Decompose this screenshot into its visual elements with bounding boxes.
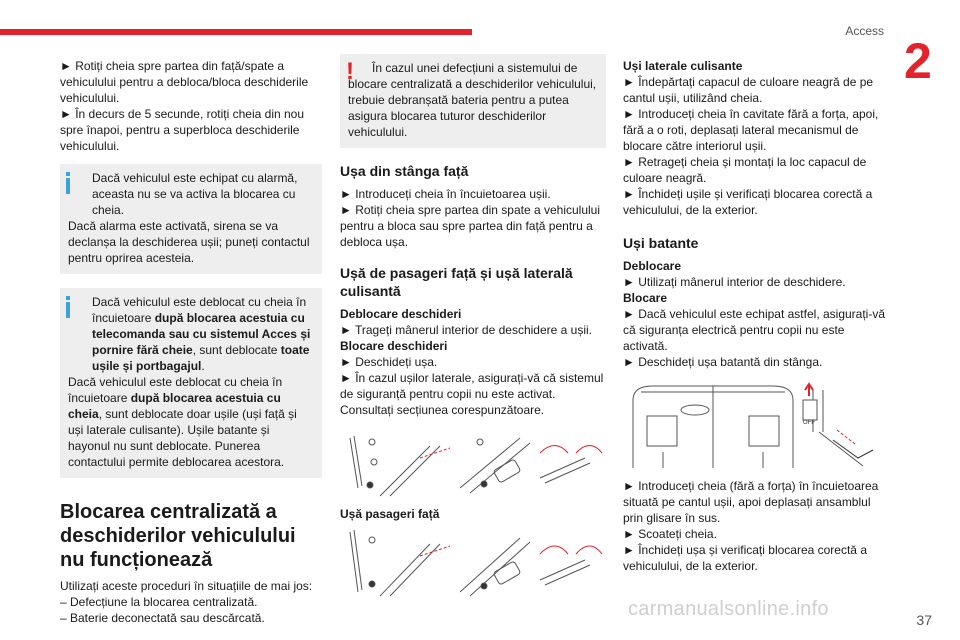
list-item: – Baterie deconectată sau descărcată.	[60, 611, 265, 625]
illustration-door-lock-sequence-2	[340, 526, 606, 598]
column-1	[60, 58, 322, 626]
step-text: ► Deschideți ușa.	[340, 355, 438, 369]
subheading-sliding-doors: Uși laterale culisante	[623, 59, 743, 73]
info-text: Dacă alarma este activată, sirena se va declanșa la deschiderea ușii; puneți contactul pentru oprirea acesteia.	[68, 219, 310, 265]
subheading-unlock: Deblocare deschideri	[340, 307, 462, 321]
heading-rear-doors: Uși batante	[623, 235, 699, 251]
step-text: ► Trageți mânerul interior de deschidere a ușii.	[340, 323, 592, 337]
step-text: ► Retrageți cheia și montați la loc capacul de culoare neagră.	[623, 155, 867, 185]
step-text: ► În cazul ușilor laterale, asigurați-vă că sistemul de siguranță pentru copii nu este activat. Consultați secțiunea corespunzătoare.	[340, 371, 604, 417]
step-text: ► Scoateți cheia.	[623, 527, 717, 541]
step-text: ► Introduceți cheia în încuietoarea ușii.	[340, 187, 551, 201]
info-text: Dacă vehiculul este deblocat cu cheia în încuietoare după blocarea acestuia cu cheia, sunt deblocate doar ușile (uși față și uși laterale culisante). Ușile batante și hayonul nu sunt deblocate. Punerea contactului permite deblocarea acestora.	[68, 375, 297, 469]
illustration-rear-door-lock	[623, 380, 888, 472]
column-2	[340, 58, 606, 598]
section-name: Access	[845, 24, 884, 38]
warning-text: În cazul unei defecțiuni a sistemului de blocare centralizată a deschiderilor vehiculului, trebuie debranșată bateria pentru a putea asigura blocarea tuturor deschiderilor vehiculului.	[348, 61, 597, 139]
step-text: ► În decurs de 5 secunde, rotiți cheia din nou spre înapoi, pentru a superbloca deschiderile vehiculului.	[60, 107, 305, 153]
warning-box	[340, 54, 606, 148]
info-icon	[66, 172, 70, 194]
step-text: ► Utilizați mânerul interior de deschidere.	[623, 275, 846, 289]
page-number: 37	[916, 612, 932, 628]
chapter-number: 2	[904, 33, 932, 89]
section-title: Blocarea centralizată a deschiderilor vehiculului nu funcționează	[60, 501, 296, 571]
step-text: ► Introduceți cheia (fără a forța) în încuietoarea situată pe cantul ușii, apoi deplasați ansamblul prin glisare în sus.	[623, 479, 879, 525]
body-text: Utilizați aceste proceduri în situațiile de mai jos:	[60, 579, 313, 593]
info-icon	[66, 296, 70, 318]
step-text: ► Deschideți ușa batantă din stânga.	[623, 355, 823, 369]
step-text: ► Îndepărtați capacul de culoare neagră de pe cantul ușii, utilizând cheia.	[623, 75, 874, 105]
step-text: ► Rotiți cheia spre partea din spate a vehiculului pentru a bloca sau spre partea din față pentru a debloca ușa.	[340, 203, 601, 249]
info-box-unlock	[60, 288, 322, 478]
heading-passenger-doors: Ușă de pasageri față și ușă laterală culisantă	[340, 265, 573, 299]
list-item: – Defecțiune la blocarea centralizată.	[60, 595, 258, 609]
subheading-unlock: Deblocare	[623, 259, 682, 273]
header-accent-bar	[0, 29, 472, 35]
subheading-lock: Blocare	[623, 291, 668, 305]
step-text: ► Dacă vehiculul este echipat astfel, asigurați-vă că siguranța electrică pentru copii nu este activată.	[623, 307, 886, 353]
column-3	[623, 58, 888, 574]
warning-icon: !	[346, 58, 354, 85]
caption-front-passenger-door: Ușă pasageri față	[340, 507, 440, 521]
illustration-door-lock-sequence-1	[340, 428, 606, 498]
step-text: ► Închideți ușile și verificați blocarea corectă a vehiculului, de la exterior.	[623, 187, 873, 217]
heading-front-left-door: Ușa din stânga față	[340, 163, 469, 179]
subheading-lock: Blocare deschideri	[340, 339, 448, 353]
step-text: ► Introduceți cheia în cavitate fără a forța, apoi, fără a o roti, deplasați lateral mecanismul de blocare către interiorul ușii.	[623, 107, 879, 153]
off-label: OFF	[803, 420, 815, 426]
watermark: carmanualsonline.info	[628, 598, 829, 620]
step-text: ► Închideți ușa și verificați blocarea corectă a vehiculului, de la exterior.	[623, 543, 867, 573]
step-text: ► Rotiți cheia spre partea din față/spate a vehiculului pentru a debloca/bloca deschiderile vehiculului.	[60, 59, 309, 105]
info-text: Dacă vehiculul este deblocat cu cheia în încuietoare după blocarea acestuia cu telecomanda sau cu sistemul Acces și pornire fără cheie, sunt deblocate toate ușile și portbagajul.	[92, 295, 311, 373]
info-box-alarm	[60, 164, 322, 274]
info-text: Dacă vehiculul este echipat cu alarmă, aceasta nu se va activa la blocarea cu cheia.	[92, 171, 298, 217]
